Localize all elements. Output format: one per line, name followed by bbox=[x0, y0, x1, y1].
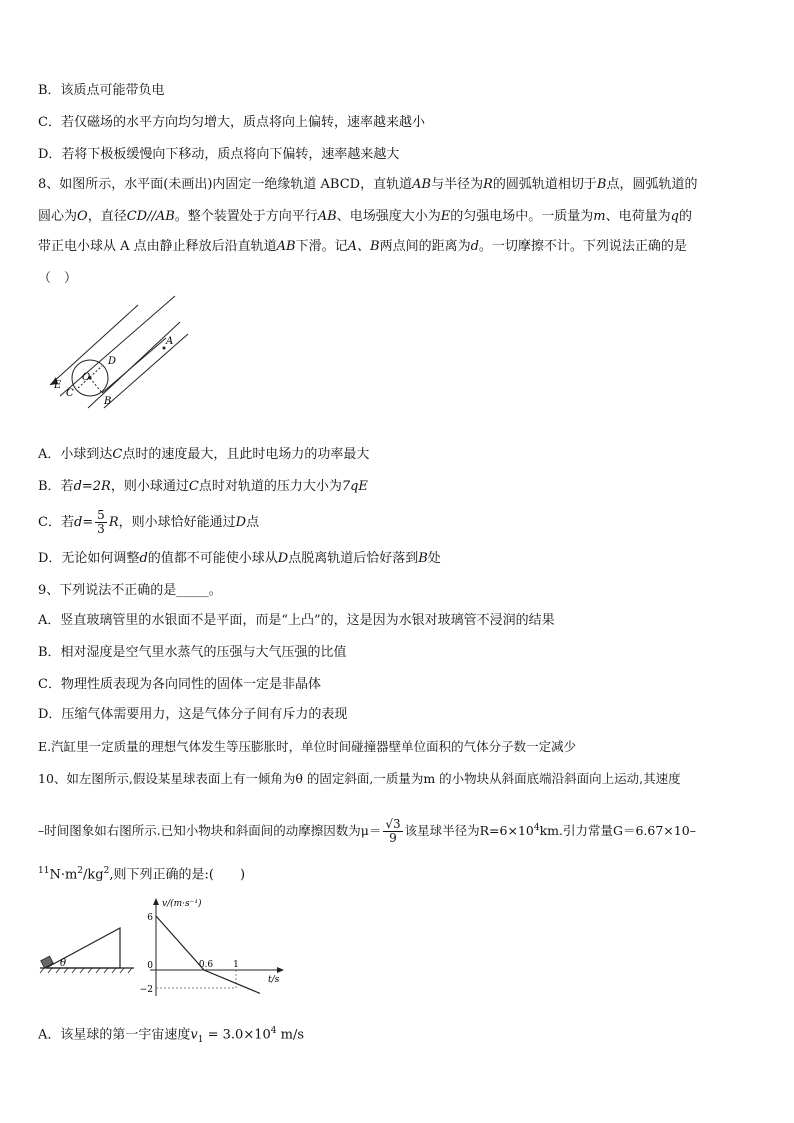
q10-stem-line1: 10、如左图所示,假设某星球表面上有一倾角为θ 的固定斜面,一质量为m 的小物块从斜面底端沿斜面向上运动,其速度 bbox=[38, 771, 681, 786]
field-line-4 bbox=[104, 334, 188, 408]
q8-option-c: C．若d= $\frac{5}{3}$ R，则小球恰好能通过D点 bbox=[38, 508, 260, 536]
tick-label-6: 6 bbox=[147, 913, 153, 923]
fraction-sqrt3-9: $\frac{√3}{9}$ bbox=[385, 817, 401, 846]
angle-theta-label: θ bbox=[60, 958, 67, 969]
x-axis-label: t/s bbox=[268, 975, 280, 985]
q10-incline-figure bbox=[38, 920, 138, 976]
tick-label-0: 0 bbox=[147, 961, 153, 971]
q8-option-a: A．小球到达C点时的速度最大，且此时电场力的功率最大 bbox=[38, 447, 370, 462]
q10-vt-graph bbox=[140, 896, 290, 1006]
x-axis-arrow-icon bbox=[277, 967, 284, 973]
q7-option-b: B．该质点可能带负电 bbox=[38, 83, 165, 98]
q8-option-b: B．若d=2R，则小球通过C点时对轨道的压力大小为7qE bbox=[38, 479, 368, 494]
q7-option-d: D．若将下极板缓慢向下移动，质点将向下偏转，速率越来越大 bbox=[38, 147, 400, 162]
q8-stem-line2: 圆心为O，直径CD//AB。整个装置处于方向平行AB、电场强度大小为E的匀强电场中。一质量为m、电荷量为q的 bbox=[38, 209, 692, 224]
q9-option-a: A．竖直玻璃管里的水银面不是平面，而是“上凸”的，这是因为水银对玻璃管不浸润的结果 bbox=[38, 613, 555, 628]
q9-option-d: D．压缩气体需要用力，这是气体分子间有斥力的表现 bbox=[38, 707, 348, 722]
velocity-line bbox=[156, 916, 260, 993]
q8-stem-line3: 带正电小球从 A 点由静止释放后沿直轨道AB下滑。记A、B两点间的距离为d。一切摩擦不计。下列说法正确的是 bbox=[38, 239, 687, 254]
q9-stem: 9、下列说法不正确的是_____。 bbox=[38, 583, 222, 598]
q10-stem-line3: $^{11}N\cdot m^2/kg^2$,则下列正确的是:( ) bbox=[38, 866, 246, 883]
q9-option-c: C．物理性质表现为各向同性的固体一定是非晶体 bbox=[38, 677, 321, 692]
q8-answer-paren: （ ） bbox=[38, 271, 78, 286]
label-o: O bbox=[82, 372, 91, 383]
radius-ob bbox=[90, 378, 102, 393]
label-d: D bbox=[108, 356, 117, 367]
label-e: E bbox=[54, 380, 62, 391]
q8-track-figure bbox=[40, 300, 190, 410]
q7-option-c: C．若仅磁场的水平方向均匀增大，质点将向上偏转，速率越来越小 bbox=[38, 115, 425, 130]
label-b: B bbox=[104, 396, 112, 407]
q9-option-b: B．相对湿度是空气里水蒸气的压强与大气压强的比值 bbox=[38, 645, 347, 660]
incline-triangle bbox=[46, 928, 120, 968]
tick-label-minus2: −2 bbox=[139, 985, 153, 995]
tick-label-0-6: 0.6 bbox=[198, 960, 214, 970]
q8-option-d: D．无论如何调整d的值都不可能使小球从D点脱离轨道后恰好落到B处 bbox=[38, 551, 441, 566]
block-icon bbox=[41, 956, 54, 968]
y-axis-label: v/(m·s⁻¹) bbox=[162, 899, 202, 909]
q10-option-a: A．该星球的第一宇宙速度$v_1 = 3.0\times 10^4$ m/s bbox=[38, 1026, 305, 1045]
q10-stem-line2: –时间图象如右图所示.已知小物块和斜面间的动摩擦因数为μ＝ $\frac{√3}{9}$ 该星球半径为$R=6\times 10^4km$.引力常量G＝6.67×10– bbox=[38, 817, 696, 846]
y-axis-arrow-icon bbox=[153, 898, 159, 905]
fraction-5-3: $\frac{5}{3}$ bbox=[97, 508, 105, 536]
label-c: C bbox=[66, 388, 74, 399]
q9-option-e: E.汽缸里一定质量的理想气体发生等压膨胀时，单位时间碰撞器壁单位面积的气体分子数一定减少 bbox=[38, 739, 577, 754]
label-a: A bbox=[166, 336, 174, 347]
q8-stem-line1: 8、如图所示，水平面(未画出)内固定一绝缘轨道 ABCD，直轨道AB与半径为R的圆弧轨道相切于B点，圆弧轨道的 bbox=[38, 177, 698, 192]
tick-label-1: 1 bbox=[233, 960, 239, 970]
